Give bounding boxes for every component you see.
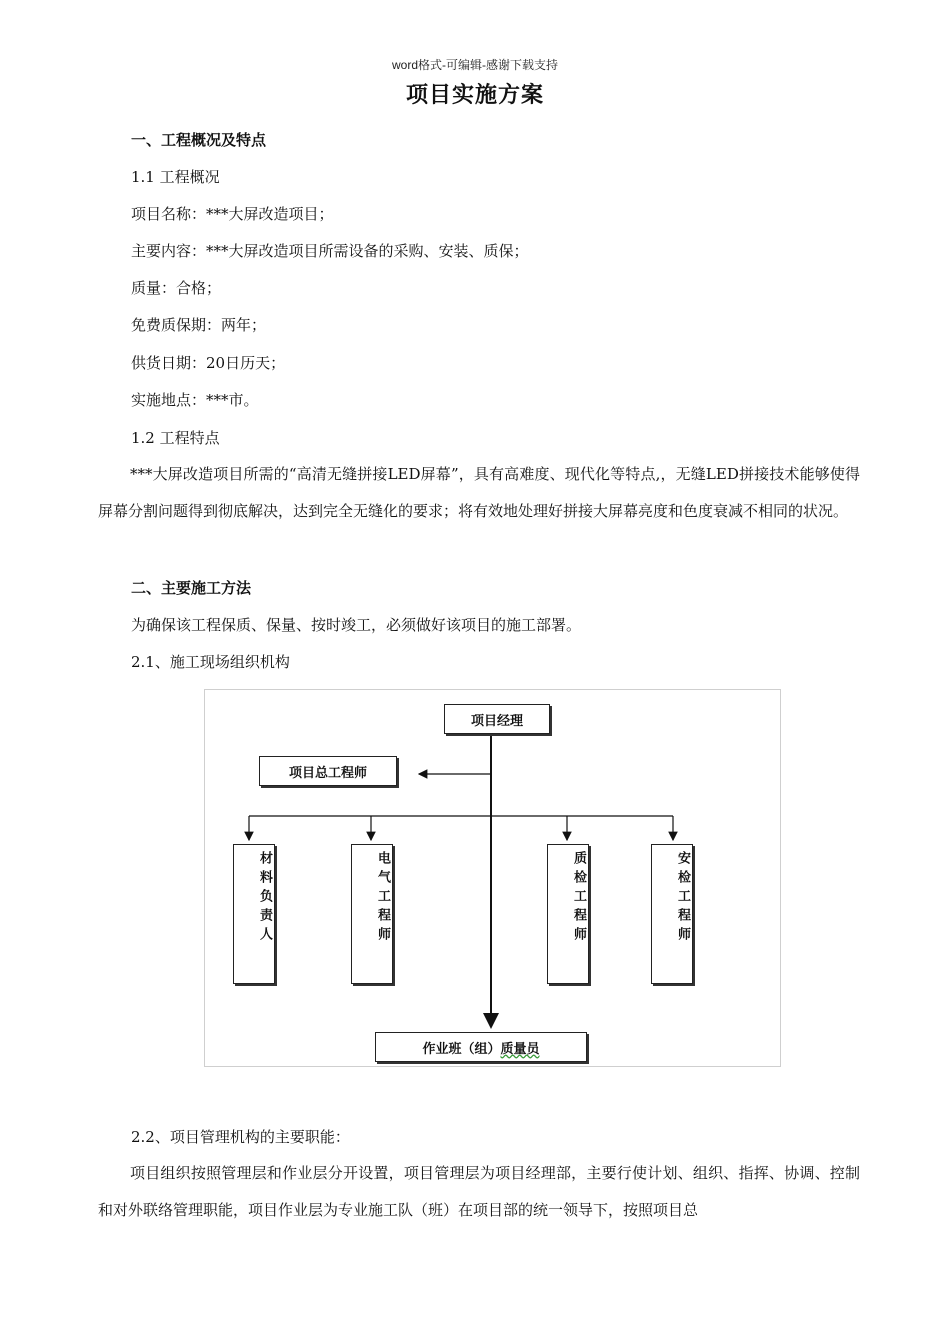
org-chart-connectors [205,690,780,1066]
document-title: 项目实施方案 [405,82,544,108]
node-work-team-quality: 作业班（组） 质量员 [375,1032,587,1062]
list-item: 实施地点：***市。 [131,391,259,409]
section1-heading: 一、工程概况及特点 [131,131,267,149]
list-item: 主要内容：***大屏改造项目所需设备的采购、安装、质保； [131,242,529,260]
section1-paragraph: ***大屏改造项目所需的“高清无缝拼接LED屏幕”，具有高难度、现代化等特点,，无缝LED拼接技术能够使得屏幕分割问题得到彻底解决，达到完全无缝化的要求；将有效地处理好拼接大屏幕亮度和色度衰减不相同的状况。 [98,465,860,520]
list-item: 供货日期：20日历天； [131,354,286,372]
section2-heading: 二、主要施工方法 [131,579,252,597]
node-project-manager: 项目经理 [444,704,550,734]
section2-sub1: 2.1、施工现场组织机构 [131,653,290,671]
node-safety-engineer: 安检工程师 [651,844,693,984]
org-chart [204,689,781,1067]
list-item: 免费质保期：两年； [131,316,267,334]
section2-sub2: 2.2、项目管理机构的主要职能： [131,1128,350,1146]
node-electrical-engineer: 电气工程师 [351,844,393,984]
node-materials-manager: 材料负责人 [233,844,275,984]
section1-sub2: 1.2 工程特点 [131,429,220,447]
node-qc-engineer: 质检工程师 [547,844,589,984]
list-item: 质量：合格； [131,279,222,297]
section1-sub1: 1.1 工程概况 [131,168,220,186]
header-note: word格式-可编辑-感谢下载支持 [391,58,558,72]
list-item: 项目名称：***大屏改造项目； [131,205,334,223]
section2-paragraph: 项目组织按照管理层和作业层分开设置，项目管理层为项目经理部，主要行使计划、组织、指挥、协调、控制和对外联络管理职能，项目作业层为专业施工队（班）在项目部的统一领导下，按照项目总 [98,1164,860,1219]
node-chief-engineer: 项目总工程师 [259,756,397,786]
section2-intro: 为确保该工程保质、保量、按时竣工，必须做好该项目的施工部署。 [131,616,582,634]
